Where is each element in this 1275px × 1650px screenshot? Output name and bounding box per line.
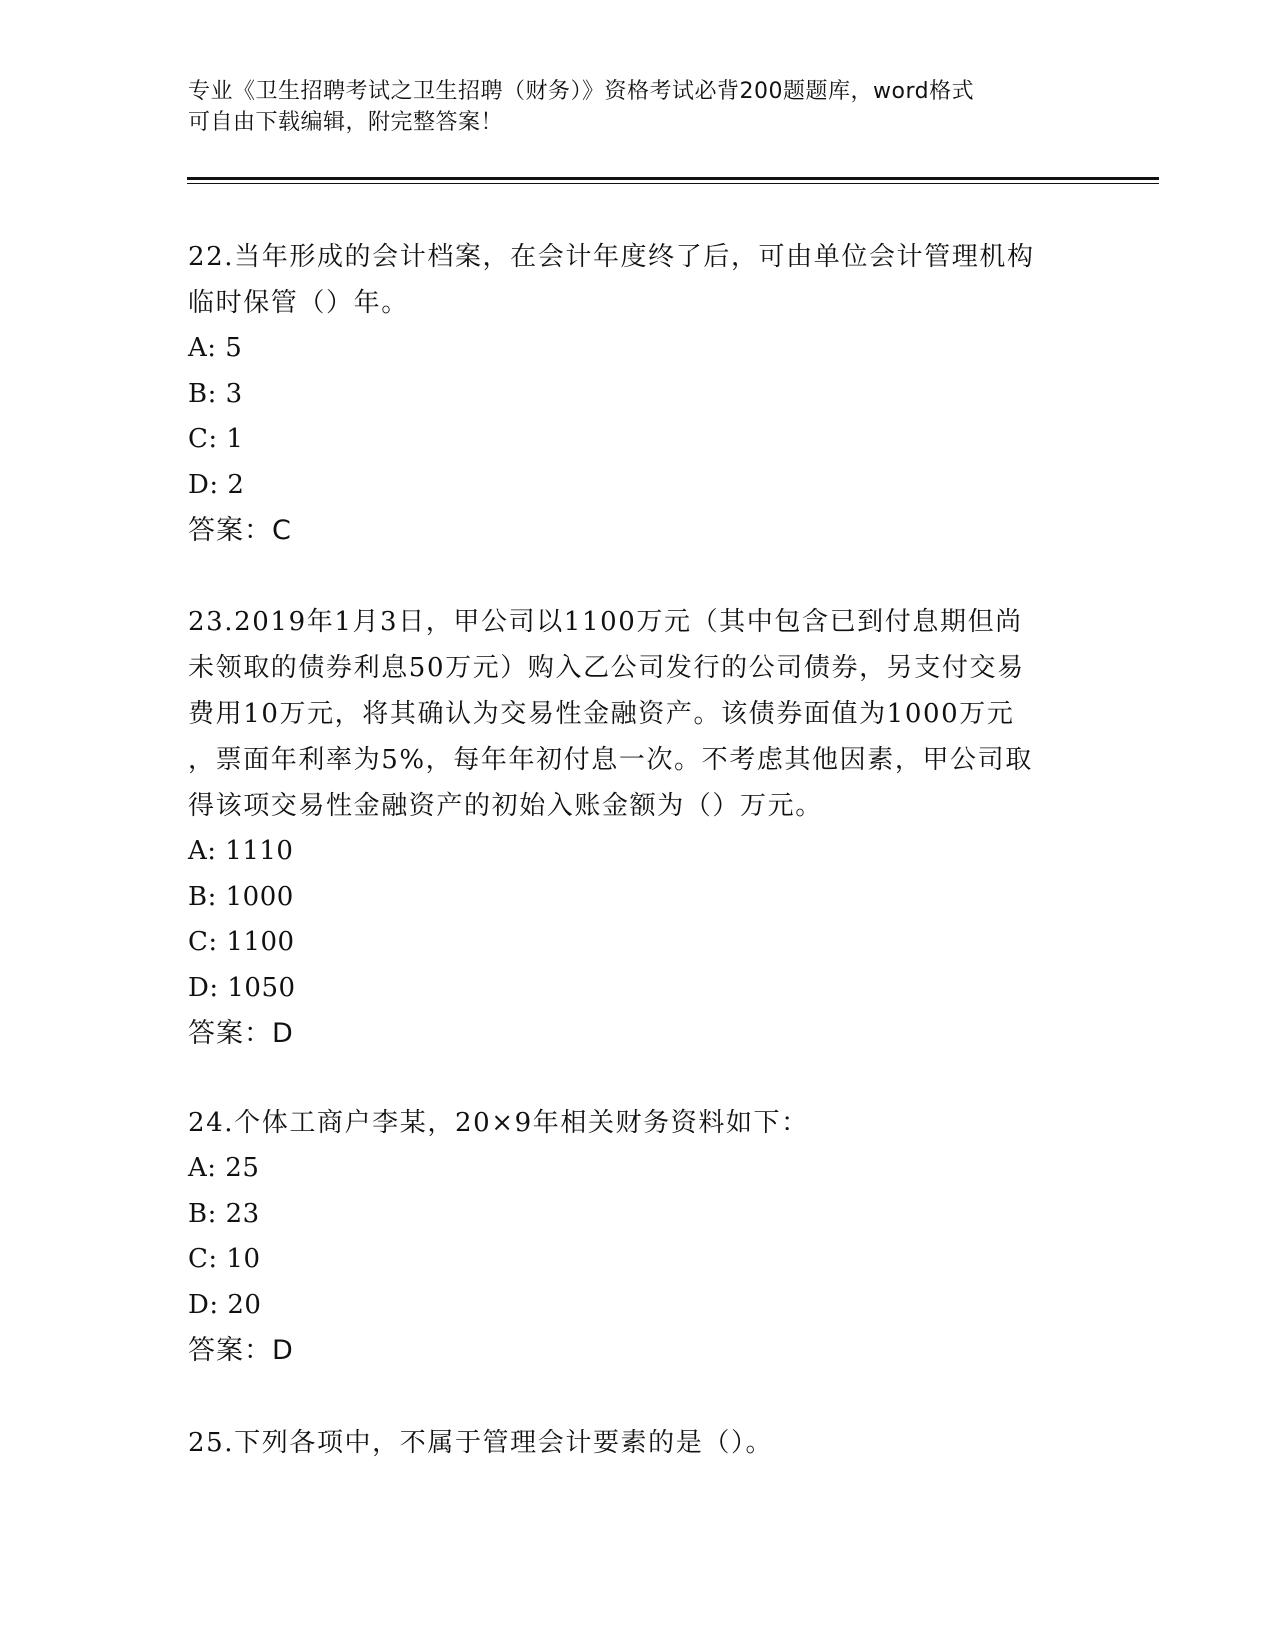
header-line-2: 可自由下载编辑，附完整答案！ — [188, 110, 504, 135]
option-d: D: 1050 — [188, 972, 296, 1003]
option-d: D: 2 — [188, 469, 245, 500]
question-23 — [188, 599, 1088, 1057]
option-b: B: 3 — [188, 378, 243, 409]
question-line: 临时保管（）年。 — [188, 288, 409, 318]
question-line: 得该项交易性金融资产的初始入账金额为（）万元。 — [188, 791, 823, 821]
question-25 — [188, 1420, 1088, 1466]
option-c: C: 10 — [188, 1244, 261, 1274]
option-d: D: 20 — [188, 1289, 262, 1320]
answer-label: 答案：C — [188, 515, 292, 546]
header-line-1: 专业《卫生招聘考试之卫生招聘（财务）》资格考试必背200题题库，word格式 — [188, 79, 975, 104]
question-line: 25.下列各项中，不属于管理会计要素的是（）。 — [188, 1428, 774, 1458]
question-text — [188, 599, 1088, 829]
question-line: 24.个体工商户李某，20×9年相关财务资料如下： — [188, 1108, 809, 1138]
option-a: A: 1110 — [188, 836, 294, 866]
header-divider-thick — [187, 177, 1159, 180]
option-c: C: 1100 — [188, 927, 295, 957]
question-24 — [188, 1100, 1088, 1374]
question-line: 22.当年形成的会计档案，在会计年度终了后，可由单位会计管理机构 — [188, 242, 1035, 272]
option-b: B: 23 — [188, 1198, 260, 1229]
header-divider-thin — [187, 183, 1159, 184]
answer-label: 答案：D — [188, 1018, 294, 1049]
question-text — [188, 1100, 1088, 1146]
question-22 — [188, 234, 1088, 554]
option-a: A: 25 — [188, 1153, 260, 1183]
question-line: 未领取的债券利息50万元）购入乙公司发行的公司债券，另支付交易 — [188, 653, 1025, 683]
option-c: C: 1 — [188, 424, 244, 454]
question-text — [188, 234, 1088, 326]
question-line: 23.2019年1月3日，甲公司以1100万元（其中包含已到付息期但尚 — [188, 607, 1023, 637]
question-line: ，票面年利率为5%，每年年初付息一次。不考虑其他因素，甲公司取 — [188, 745, 1033, 775]
question-line: 费用10万元，将其确认为交易性金融资产。该债券面值为1000万元 — [188, 699, 1015, 729]
option-a: A: 5 — [188, 333, 243, 363]
question-text — [188, 1420, 1088, 1466]
document-header — [188, 76, 1088, 138]
option-b: B: 1000 — [188, 881, 294, 912]
answer-label: 答案：D — [188, 1335, 294, 1366]
